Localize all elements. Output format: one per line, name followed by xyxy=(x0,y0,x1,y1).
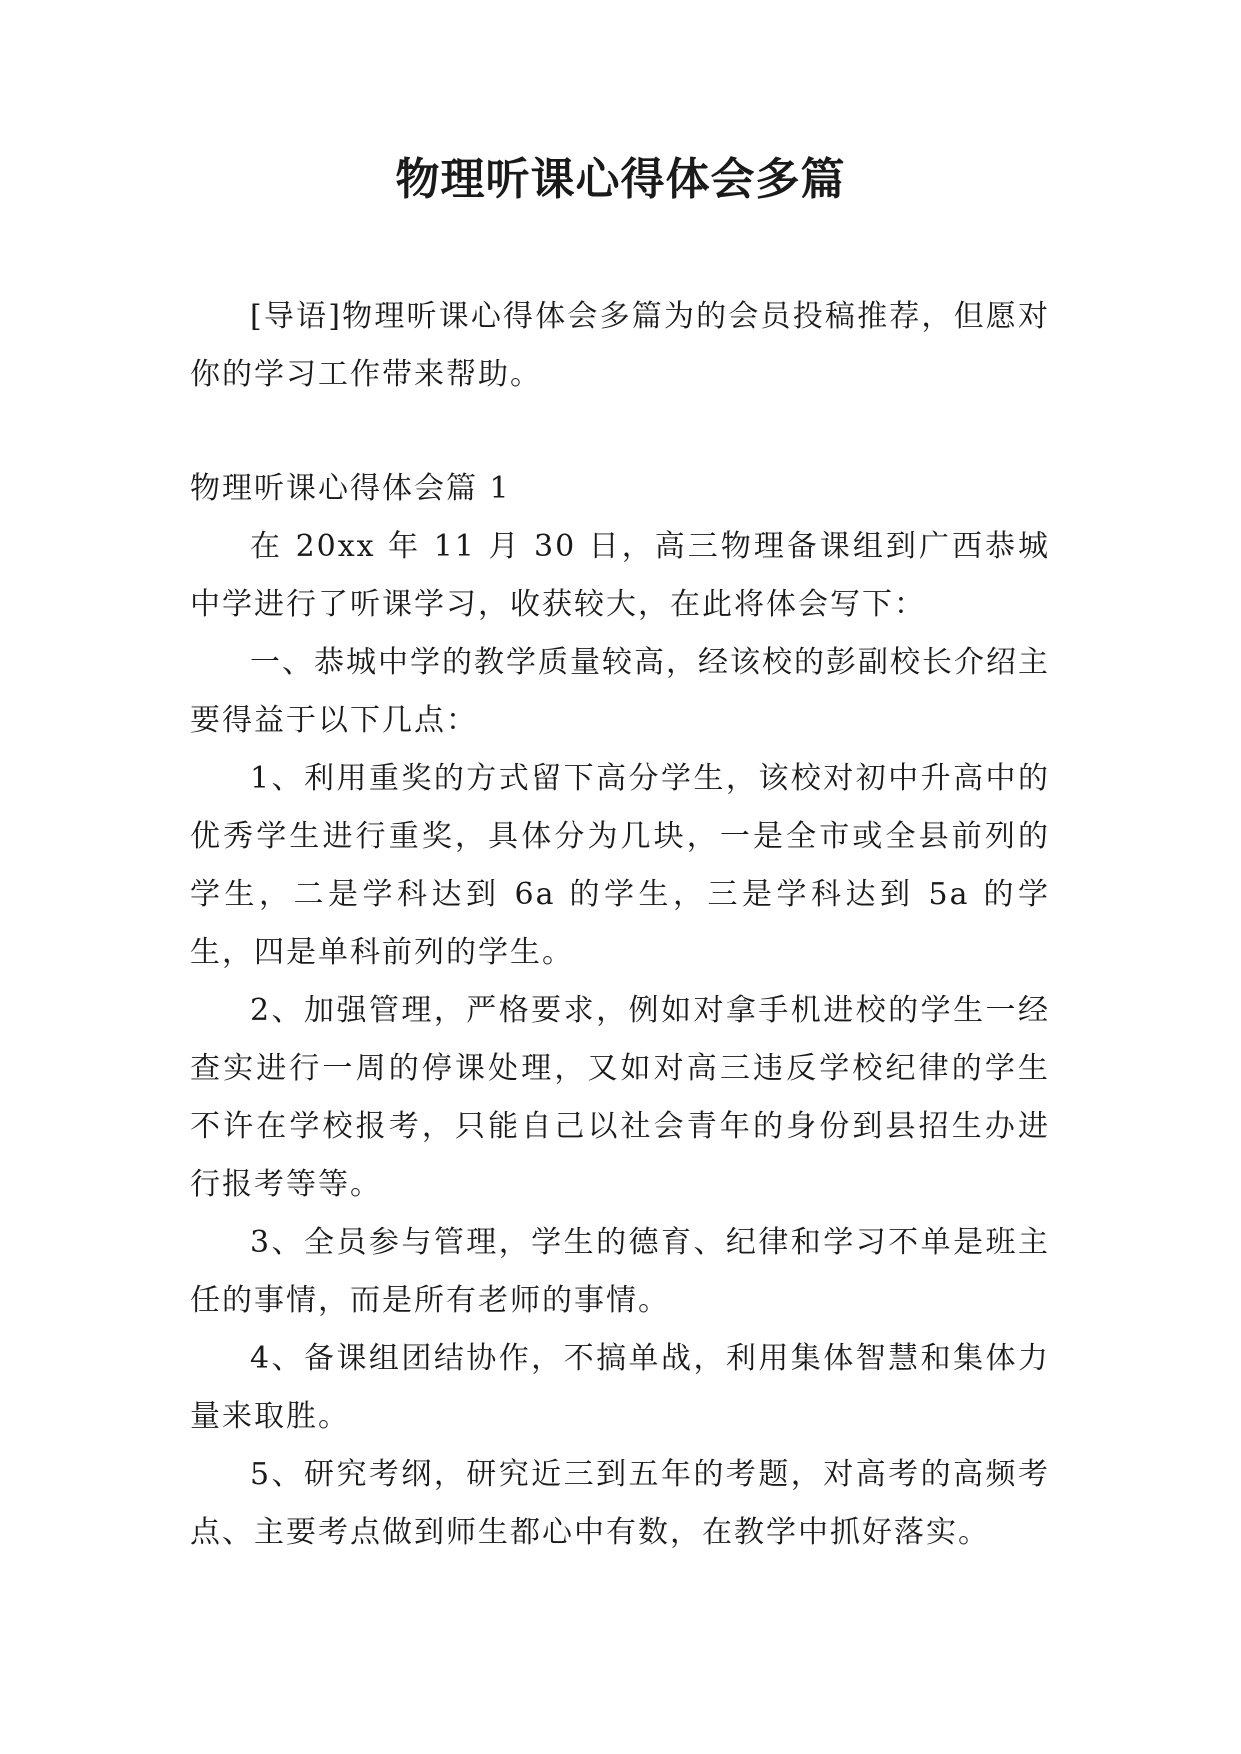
paragraph: 4、备课组团结协作，不搞单战，利用集体智慧和集体力量来取胜。 xyxy=(190,1341,1050,1434)
section-heading: 物理听课心得体会篇 1 xyxy=(190,471,511,506)
paragraph: 1、利用重奖的方式留下高分学生，该校对初中升高中的优秀学生进行重奖，具体分为几块，一是全市或全县前列的学生，二是学科达到 6a 的学生，三是学科达到 5a 的学生，四是单科前列的学生。 xyxy=(190,761,1050,970)
paragraph: 2、加强管理，严格要求，例如对拿手机进校的学生一经查实进行一周的停课处理，又如对高三违反学校纪律的学生不许在学校报考，只能自己以社会青年的身份到县招生办进行报考等等。 xyxy=(190,993,1050,1202)
document-title: 物理听课心得体会多篇 xyxy=(395,154,846,205)
paragraph: 一、恭城中学的教学质量较高，经该校的彭副校长介绍主要得益于以下几点： xyxy=(190,645,1050,738)
paragraph: 3、全员参与管理，学生的德育、纪律和学习不单是班主任的事情，而是所有老师的事情。 xyxy=(190,1225,1050,1318)
intro-paragraph: [导语]物理听课心得体会多篇为的会员投稿推荐，但愿对你的学习工作带来帮助。 xyxy=(190,299,1050,392)
paragraph: 在 20xx 年 11 月 30 日，高三物理备课组到广西恭城中学进行了听课学习，收获较大，在此将体会写下： xyxy=(190,529,1050,622)
paragraph: 5、研究考纲，研究近三到五年的考题，对高考的高频考点、主要考点做到师生都心中有数，在教学中抓好落实。 xyxy=(190,1457,1050,1550)
section-content xyxy=(190,460,1050,1562)
intro-block xyxy=(190,288,1050,404)
